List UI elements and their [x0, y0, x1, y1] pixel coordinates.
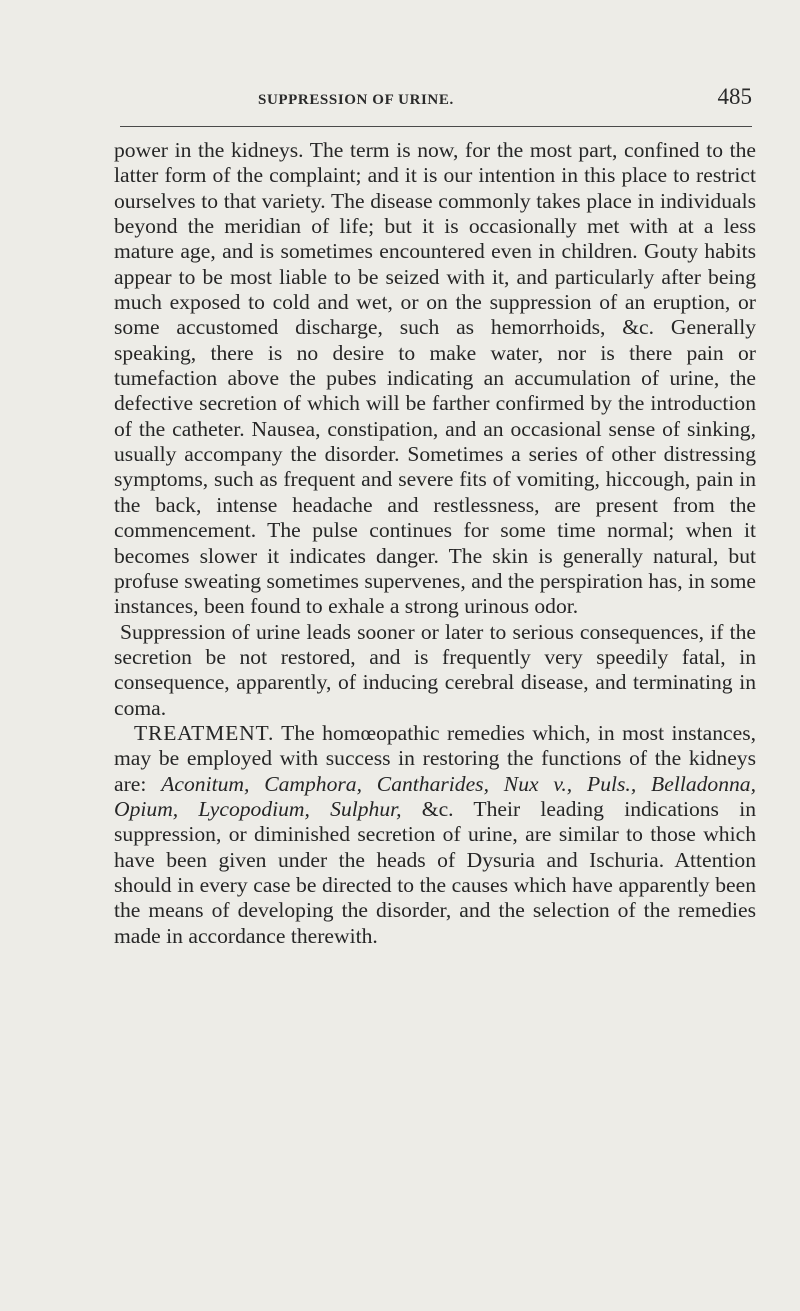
- remedies-list: Aconitum, Camphora, Cantharides, Nux v., Puls., Belladonna, Opium, Lycopodium, Sulphur,: [114, 771, 756, 821]
- paragraph-symptoms: power in the kidneys. The term is now, for the most part, confined to the latter form of the complaint; and it is our intention in this place to restrict ourselves to that variety. The disease commonly takes place in individuals beyond the meridian of life; but it is occasionally met with at a less mature age, and is sometimes encountered even in children. Gouty habits appear to be most liable to be seized with it, and particularly after being much exposed to cold and wet, or on the suppression of an eruption, or some accustomed discharge, such as hemorrhoids, &c. Generally speaking, there is no desire to make water, nor is there pain or tumefaction above the pubes indicating an accumulation of urine, the defective secretion of which will be farther confirmed by the introduction of the catheter. Nausea, constipation, and an occasional sense of sinking, usually accompany the disorder. Sometimes a series of other distressing symptoms, such as frequent and severe fits of vomiting, hiccough, pain in the back, intense headache and restlessness, are present from the commencement. The pulse continues for some time normal; when it becomes slower it indicates danger. The skin is generally natural, but profuse sweating sometimes supervenes, and the perspiration has, in some instances, been found to exhale a strong urinous odor.: [114, 138, 756, 619]
- treatment-heading: TREATMENT.: [134, 720, 275, 745]
- treatment-text-after: &c. Their leading indications in suppression, or diminished secretion of urine, are similar to those which have been given under the heads of Dysuria and Ischuria. Attention should in every case be directed to the causes which have apparently been the means of developing the disorder, and the selection of the remedies made in accordance therewith.: [114, 796, 756, 948]
- page-number: 485: [717, 84, 752, 109]
- paragraph-treatment: [114, 721, 756, 949]
- header-rule: [120, 126, 752, 127]
- treatment-text-before: The homœopathic remedies which, in most instances, may be employed with success in restoring the functions of the kidneys are:: [114, 720, 756, 796]
- running-head: [120, 84, 752, 114]
- body-text: [114, 138, 756, 949]
- paragraph-consequences: Suppression of urine leads sooner or later to serious consequences, if the secretion be not restored, and is frequently very speedily fatal, in consequence, apparently, of inducing cerebral disease, and terminating in coma.: [114, 619, 756, 720]
- running-title: SUPPRESSION OF URINE.: [258, 92, 454, 108]
